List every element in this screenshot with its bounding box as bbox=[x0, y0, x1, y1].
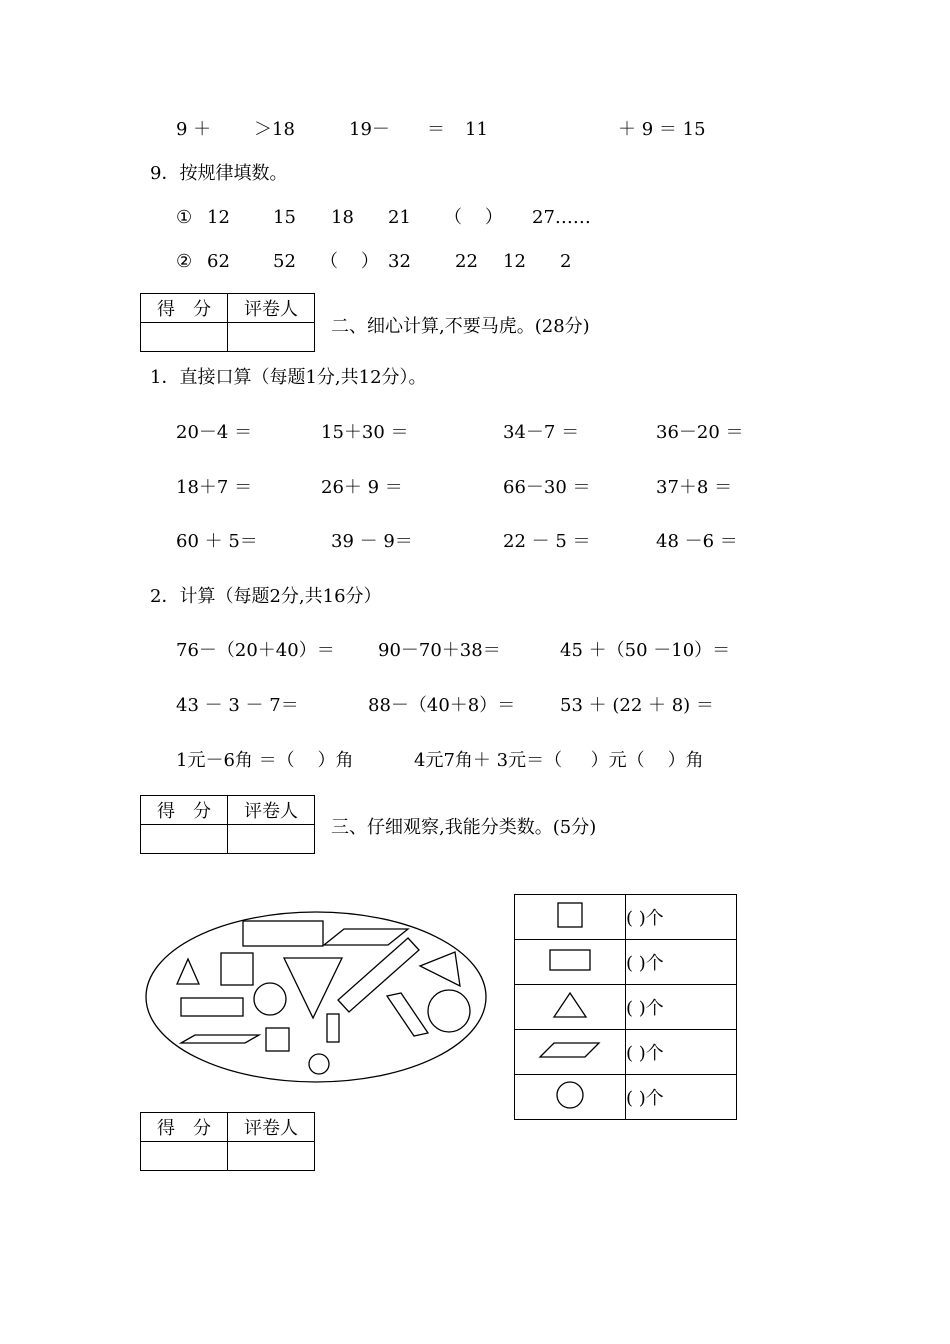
sequence-2-item: 12 bbox=[503, 251, 526, 272]
calc-expression: 90－70＋38＝ bbox=[378, 640, 501, 661]
mental-calc: 37＋8 ＝ bbox=[656, 477, 733, 498]
sequence-1-blank: （ ） bbox=[444, 207, 503, 228]
mental-calc: 22 － 5 ＝ bbox=[503, 531, 591, 552]
section-2-title: 二、细心计算,不要马虎。(28分) bbox=[331, 316, 590, 337]
score-label: 得 分 bbox=[141, 1113, 228, 1142]
sequence-2-blank: （ ） bbox=[320, 251, 379, 272]
circle-shape bbox=[428, 990, 470, 1032]
money-calc-2: 4元7角＋ 3元＝（ ）元（ ）角 bbox=[414, 750, 704, 771]
calc-expression: 76－（20＋40）＝ bbox=[176, 640, 335, 661]
money-calc-1: 1元－6角 ＝（ ）角 bbox=[176, 750, 354, 771]
calc-expression: 88－（40＋8）＝ bbox=[368, 695, 516, 716]
calc-expression: 45 ＋（50 －10）＝ bbox=[560, 640, 731, 661]
subsection-2-title: 2．计算（每题2分,共16分） bbox=[150, 586, 382, 607]
rectangle-shape bbox=[387, 993, 428, 1036]
calc-expression: 53 ＋ (22 ＋ 8) ＝ bbox=[560, 695, 714, 716]
score-label: 得 分 bbox=[141, 796, 228, 825]
parallelogram-icon bbox=[515, 1030, 626, 1075]
score-label: 得 分 bbox=[141, 294, 228, 323]
mental-calc: 18＋7 ＝ bbox=[176, 477, 253, 498]
sequence-2-item: 22 bbox=[455, 251, 478, 272]
parallelogram-shape bbox=[181, 1035, 259, 1043]
square-icon bbox=[515, 895, 626, 940]
mental-calc: 39 － 9＝ bbox=[331, 531, 413, 552]
mental-calc: 66－30 ＝ bbox=[503, 477, 591, 498]
circle-icon bbox=[515, 1075, 626, 1120]
mental-calc: 36－20 ＝ bbox=[656, 422, 744, 443]
parallelogram-shape bbox=[324, 929, 408, 945]
calc-expression: 43 － 3 － 7＝ bbox=[176, 695, 299, 716]
expr-19-minus: 19－ bbox=[349, 119, 390, 140]
expr-equals: ＝ bbox=[427, 119, 445, 140]
table-row bbox=[515, 940, 737, 985]
table-row bbox=[515, 1030, 737, 1075]
sequence-2-marker: ② bbox=[176, 251, 193, 272]
sequence-2-item: 62 bbox=[207, 251, 230, 272]
grader-label: 评卷人 bbox=[228, 1113, 315, 1142]
count-blank[interactable]: ( )个 bbox=[626, 1030, 737, 1075]
mental-calc: 26＋ 9 ＝ bbox=[321, 477, 403, 498]
table-row bbox=[515, 985, 737, 1030]
triangle-shape bbox=[420, 952, 460, 986]
rectangle-shape bbox=[243, 921, 323, 946]
sequence-1-item: 18 bbox=[331, 207, 354, 228]
sequence-1-item: 21 bbox=[388, 207, 411, 228]
expr-gt-18: ＞18 bbox=[254, 119, 295, 140]
sequence-1-item: 12 bbox=[207, 207, 230, 228]
expr-9-plus: 9 ＋ bbox=[176, 119, 212, 140]
expr-plus-9-eq-15: ＋ 9 ＝ 15 bbox=[618, 119, 706, 140]
shape-count-table bbox=[514, 894, 737, 1120]
question-9-title: 9．按规律填数。 bbox=[150, 163, 288, 184]
square-shape bbox=[266, 1028, 289, 1051]
triangle-shape bbox=[284, 958, 342, 1018]
sequence-2-item: 2 bbox=[560, 251, 572, 272]
rectangle-icon bbox=[515, 940, 626, 985]
grader-label: 评卷人 bbox=[228, 796, 315, 825]
expr-11: 11 bbox=[465, 119, 488, 140]
section-3-title: 三、仔细观察,我能分类数。(5分) bbox=[331, 817, 597, 838]
mental-calc: 48 －6 ＝ bbox=[656, 531, 738, 552]
sequence-1-marker: ① bbox=[176, 207, 193, 228]
table-row bbox=[515, 1075, 737, 1120]
triangle-icon bbox=[515, 985, 626, 1030]
circle-shape bbox=[309, 1054, 329, 1074]
sequence-2-item: 32 bbox=[388, 251, 411, 272]
mental-calc: 20－4 ＝ bbox=[176, 422, 253, 443]
subsection-1-title: 1．直接口算（每题1分,共12分）。 bbox=[150, 367, 427, 388]
sequence-1-item: 27…… bbox=[532, 207, 591, 228]
ellipse-outline bbox=[146, 912, 486, 1082]
grader-label: 评卷人 bbox=[228, 294, 315, 323]
rectangle-shape bbox=[327, 1014, 339, 1042]
circle-shape bbox=[254, 983, 286, 1015]
count-blank[interactable]: ( )个 bbox=[626, 1075, 737, 1120]
score-box bbox=[140, 1112, 315, 1171]
mental-calc: 60 ＋ 5＝ bbox=[176, 531, 258, 552]
count-blank[interactable]: ( )个 bbox=[626, 895, 737, 940]
triangle-shape bbox=[177, 959, 199, 984]
count-blank[interactable]: ( )个 bbox=[626, 940, 737, 985]
mental-calc: 15＋30 ＝ bbox=[321, 422, 409, 443]
sequence-1-item: 15 bbox=[273, 207, 296, 228]
rectangle-shape bbox=[181, 998, 243, 1016]
grader-cell[interactable] bbox=[228, 1142, 315, 1171]
sequence-2-item: 52 bbox=[273, 251, 296, 272]
mental-calc: 34－7 ＝ bbox=[503, 422, 580, 443]
count-blank[interactable]: ( )个 bbox=[626, 985, 737, 1030]
square-shape bbox=[221, 953, 253, 985]
score-cell[interactable] bbox=[141, 1142, 228, 1171]
table-row bbox=[515, 895, 737, 940]
